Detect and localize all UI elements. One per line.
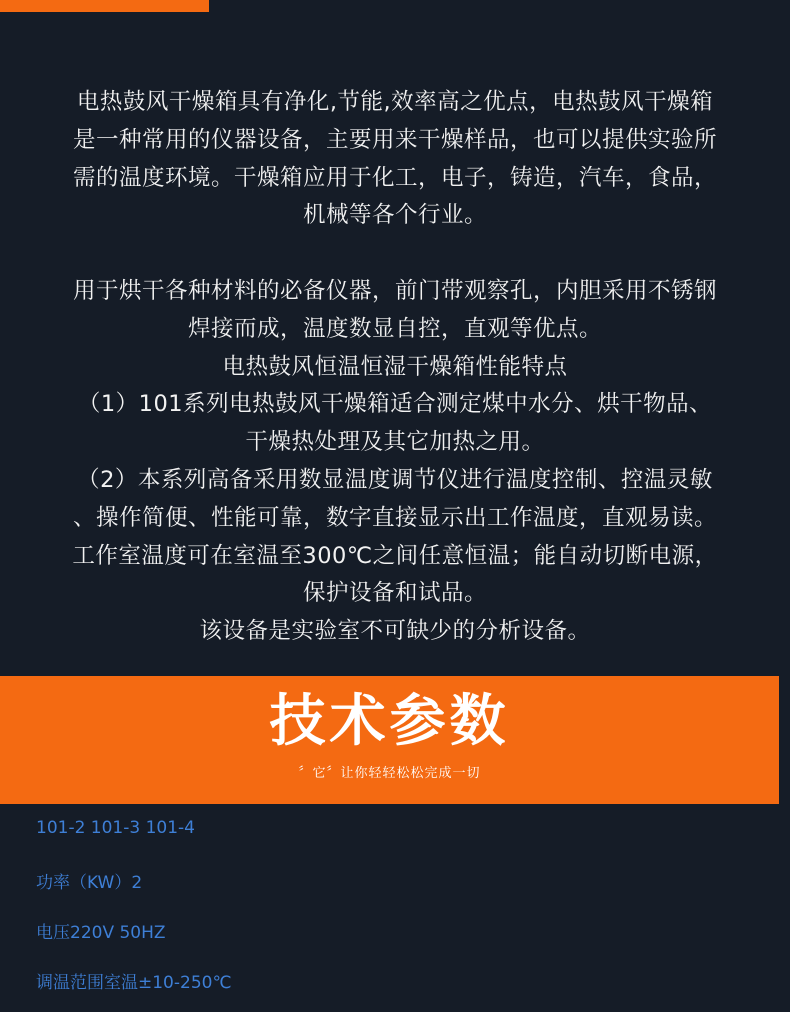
banner-title: 技术参数 (269, 689, 510, 754)
intro-line: 需的温度环境。干燥箱应用于化工，电子，铸造，汽车，食品， (72, 164, 717, 191)
spec-power: 功率（KW）2 (36, 873, 143, 893)
spec-models: 101-2 101-3 101-4 (36, 818, 196, 838)
intro-line: （1）101系列电热鼓风干燥箱适合测定煤中水分、烘干物品、 (77, 391, 713, 418)
intro-line: 干燥热处理及其它加热之用。 (245, 429, 545, 456)
intro-line: 电热鼓风干燥箱具有净化,节能,效率高之优点，电热鼓风干燥箱 (76, 89, 714, 115)
paragraph-gap (0, 235, 790, 273)
intro-line: 保护设备和试品。 (302, 580, 487, 607)
intro-text-block (0, 84, 790, 651)
banner-subtitle: 〞它〞让你轻轻松松完成一切 (298, 766, 481, 781)
top-orange-tab (0, 0, 209, 12)
intro-line: （2）本系列高备采用数显温度调节仪进行温度控制、控温灵敏 (77, 466, 713, 493)
spec-voltage: 电压220V 50HZ (36, 923, 166, 943)
intro-line: 该设备是实验室不可缺少的分析设备。 (199, 618, 591, 645)
intro-line: 焊接而成，温度数显自控，直观等优点。 (187, 315, 602, 342)
intro-line: 是一种常用的仪器设备，主要用来干燥样品，也可以提供实验所 (72, 126, 717, 153)
intro-line: 工作室温度可在室温至300℃之间任意恒温；能自动切断电源， (72, 542, 718, 569)
intro-line: 、操作简便、性能可靠，数字直接显示出工作温度，直观易读。 (72, 504, 717, 531)
intro-line: 用于烘干各种材料的必备仪器，前门带观察孔，内胆采用不锈钢 (72, 277, 717, 304)
intro-line: 机械等各个行业。 (302, 202, 487, 229)
tech-params-banner (0, 676, 779, 804)
spec-temp-range: 调温范围室温±10-250℃ (36, 973, 232, 993)
features-heading: 电热鼓风恒温恒湿干燥箱性能特点 (222, 353, 568, 380)
